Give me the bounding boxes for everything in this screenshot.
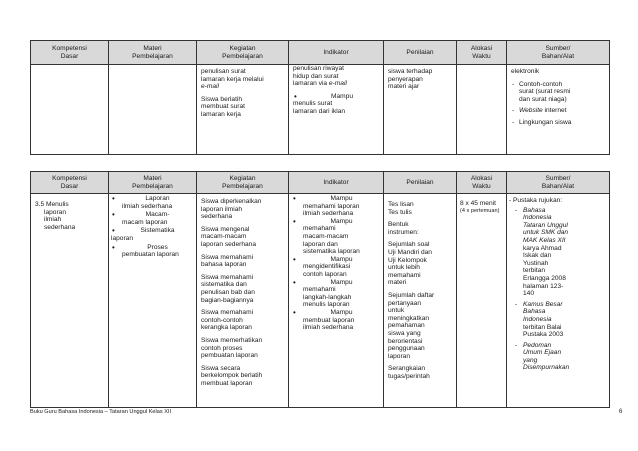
table1-header-row xyxy=(31,41,610,65)
indikator-cell xyxy=(289,194,384,408)
materi-bullet-item: • Sistematika laporan xyxy=(111,227,193,242)
alokasi-value: 8 x 45 menit xyxy=(460,200,496,207)
sumber-item: - Lingkungan siswa xyxy=(511,119,606,127)
reference-item: - Kamus Besar Bahasa Indonesia terbitan Balai Pustaka 2003 xyxy=(509,301,606,339)
kegiatan-item: Siswa mengenal macam-macam laporan sederhana xyxy=(201,225,256,248)
alokasi-pertemuan: (4 x pertemuan) xyxy=(460,207,500,214)
header-alokasi-waktu: Alokasi Waktu xyxy=(457,41,507,65)
header-sumber-bahan-alat: Sumber/ Bahan/Alat xyxy=(507,41,610,65)
table1-body-row xyxy=(31,65,610,155)
header-kegiatan-pembelajaran: Kegiatan Pembelajaran xyxy=(197,172,289,194)
penilaian-cell: siswa terhadap penyerapan materi ajar xyxy=(384,65,457,155)
materi-bullet-item: • Laporan ilmiah sederhana xyxy=(111,195,193,210)
header-penilaian: Penilaian xyxy=(384,41,457,65)
indikator-bullet-item: • Mampu memahami macam-macam laporan dan sistematika laporan xyxy=(292,218,380,256)
materi-bullet-item: • Macam- macam laporan xyxy=(111,211,193,226)
sumber-cell: elektronik - Contoh-contoh surat (surat resmi dan surat niaga) - Website internet - Lingkungan siswa xyxy=(507,65,610,155)
alokasi-cell xyxy=(457,65,507,155)
header-alokasi-waktu: Alokasi Waktu xyxy=(457,172,507,194)
kegiatan-item: Siswa memahami sistematika dan penulisan bab dan bagian-bagiannya xyxy=(201,273,255,304)
header-kompetensi-dasar: Kompetensi Dasar xyxy=(31,172,109,194)
table2-body-row xyxy=(31,194,610,408)
kegiatan-item: Siswa memahami bahasa laporan xyxy=(201,253,254,269)
penilaian-item: Sejumlah soal Uji Mandiri dan Uji Kelompok untuk lebih memahami materi xyxy=(388,241,432,287)
indikator-bullet-item: • Mampu menulis surat lamaran dari iklan xyxy=(293,93,380,116)
syllabus-table-continued xyxy=(30,40,610,155)
kegiatan-item: Siswa memerhatikan contoh proses pembuatan laporan xyxy=(201,336,263,360)
kegiatan-cell xyxy=(197,65,289,155)
materi-cell xyxy=(109,194,197,408)
kegiatan-item: Siswa berlatih membuat surat lamaran kerja xyxy=(201,95,245,118)
header-penilaian: Penilaian xyxy=(384,172,457,194)
sumber-title: - Pustaka rujukan: xyxy=(509,197,563,204)
sumber-item: - Website internet xyxy=(511,107,606,115)
kegiatan-item: Siswa memahami contoh-contoh kerangka laporan xyxy=(201,309,254,332)
header-materi-pembelajaran: Materi Pembelajaran xyxy=(109,41,197,65)
penilaian-item: Bentuk instrumen: xyxy=(388,221,419,236)
header-materi-pembelajaran: Materi Pembelajaran xyxy=(109,172,197,194)
indikator-bullet-item: • Mampu mengidentifikasi contoh laporan xyxy=(292,256,380,279)
kd-cell xyxy=(31,65,109,155)
header-kegiatan-pembelajaran: Kegiatan Pembelajaran xyxy=(197,41,289,65)
kegiatan-item: penulisan surat lamaran kerja melalui e-mail xyxy=(201,68,264,91)
sumber-item: - Contoh-contoh surat (surat resmi dan surat niaga) xyxy=(511,81,606,104)
table2-header-row xyxy=(31,172,610,194)
materi-cell xyxy=(109,65,197,155)
kegiatan-item: Siswa diperkenalkan laporan ilmiah sederhana xyxy=(201,198,262,221)
penilaian-item: Serangkaian tugas/perintah xyxy=(388,365,430,380)
header-sumber-bahan-alat: Sumber/ Bahan/Alat xyxy=(507,172,610,194)
kd-cell: 3.5 Menulis laporan ilmiah sederhana xyxy=(31,194,109,408)
indikator-bullet-item: • Mampu memahami langkah-langkah menulis laporan xyxy=(292,279,380,309)
reference-item: - Bahasa Indonesia Tataran Unggul untuk SMK dan MAK Kelas XII karya Ahmad Iskak dan Yustinah terbitan Erlangga 2008 halaman 123- 140 xyxy=(509,207,606,298)
header-kompetensi-dasar: Kompetensi Dasar xyxy=(31,41,109,65)
materi-bullet-item: • Proses pembuatan laporan xyxy=(111,244,193,259)
penilaian-cell xyxy=(384,194,457,408)
indikator-text: penulisan riwayat hidup dan surat lamaran via e-mail xyxy=(293,65,347,88)
sumber-cell xyxy=(507,194,610,408)
penilaian-item: Tes lisan Tes tulis xyxy=(388,201,414,216)
reference-item: - Pedoman Umum Ejaan yang Disempurnakan xyxy=(509,342,606,372)
alokasi-cell xyxy=(457,194,507,408)
indikator-bullet-item: • Mampu membuat laporan ilmiah sederhana xyxy=(292,309,380,332)
header-indikator: Indikator xyxy=(289,41,384,65)
header-indikator: Indikator xyxy=(289,172,384,194)
indikator-cell xyxy=(289,65,384,155)
kegiatan-item: Siswa secara berkelompok berlatih membuat laporan xyxy=(201,364,263,387)
indikator-bullet-item: • Mampu memahami laporan ilmiah sederhana xyxy=(292,195,380,218)
kegiatan-cell xyxy=(197,194,289,408)
page-number: 6 xyxy=(619,409,623,415)
footer-book-title: Buku Guru Bahasa Indonesia – Tataran Unggul Kelas XII xyxy=(30,409,172,415)
penilaian-item: Sejumlah daftar pertanyaan untuk meningkatkan pemahaman siswa yang berorientasi penggunaan laporan xyxy=(388,291,435,360)
syllabus-table xyxy=(30,171,610,408)
